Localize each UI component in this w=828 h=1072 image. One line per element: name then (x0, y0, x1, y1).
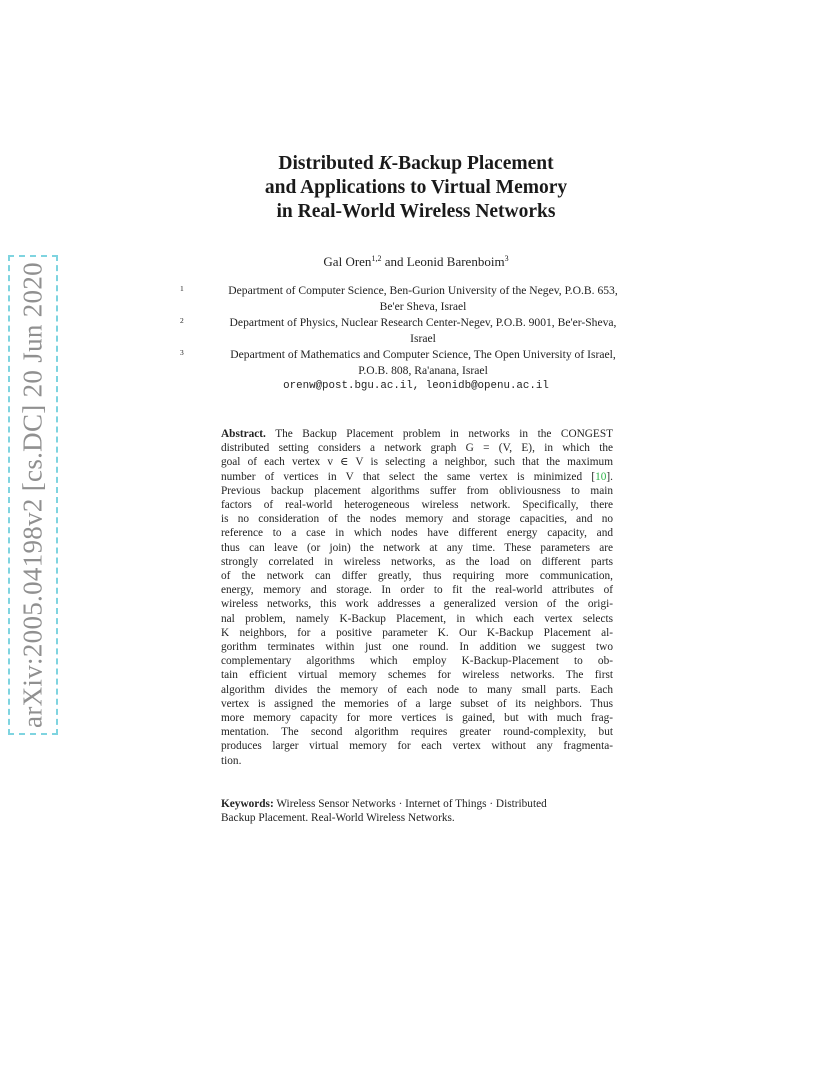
abstract (221, 427, 613, 768)
paper-title (160, 152, 672, 224)
abstract-line: thus can leave (or join) the network at any time. These parameters are (221, 541, 613, 554)
abstract-line: of the network can differ greatly, thus requiring more communication, (221, 570, 613, 583)
author-affiliation-mark: 3 (504, 254, 509, 263)
abstract-line: mentation. The second algorithm requires greater round-complexity, but (221, 726, 613, 739)
keywords-label: Keywords: (221, 798, 274, 810)
author-name: Gal Oren (323, 254, 372, 269)
abstract-line: nal problem, namely K-Backup Placement, in which each vertex selects (221, 612, 613, 625)
keywords (221, 797, 613, 825)
abstract-line: wireless networks, this work addresses a generalized version of the origi- (221, 598, 613, 611)
abstract-line: K neighbors, for a positive parameter K. Our K-Backup Placement al- (221, 626, 613, 639)
abstract-label: Abstract. (221, 428, 266, 440)
abstract-line: Previous backup placement algorithms suffer from obliviousness to main (221, 484, 613, 497)
keywords-line: Backup Placement. Real-World Wireless Networks. (221, 812, 455, 825)
abstract-line: more memory capacity for more vertices is gained, but with much frag- (221, 712, 613, 725)
arxiv-stamp (8, 255, 58, 735)
affiliations (180, 283, 652, 395)
abstract-line: algorithm divides the memory of each node to many small parts. Each (221, 683, 613, 696)
arxiv-identifier: arXiv:2005.04198v2 [cs.DC] 20 Jun 2020 (17, 262, 48, 728)
abstract-line: vertex is assigned the memories of a large subset of its neighbors. Thus (221, 697, 613, 710)
abstract-line: reference to a case in which nodes have different energy capacity, and (221, 527, 613, 540)
author-emails: orenw@post.bgu.ac.il, leonidb@openu.ac.il (283, 380, 549, 392)
abstract-line: factors of real-world heterogeneous wireless network. Specifically, there (221, 499, 613, 512)
abstract-line: produces larger virtual memory for each vertex without any fragmenta- (221, 740, 613, 753)
keywords-line: Keywords: Wireless Sensor Networks · Internet of Things · Distributed (221, 798, 547, 810)
abstract-line: strongly correlated in wireless networks, as the load on different parts (221, 555, 613, 568)
affiliation-1: 1 Department of Computer Science, Ben-Gurion University of the Negev, P.O.B. 653, Be'er Sheva, Israel (180, 284, 618, 313)
author-list: Gal Oren$^{1,2}$ and Leonid Barenboim$^3$ (323, 254, 509, 269)
abstract-line: distributed setting considers a network graph G = (V, E), in which the (221, 442, 613, 455)
abstract-line: goal of each vertex v ∈ V is selecting a neighbor, such that the maximum (221, 456, 613, 469)
abstract-line: number of vertices in V that select the same vertex is minimized [10]. (221, 470, 613, 483)
abstract-line: complementary algorithms which employ K-Backup-Placement to ob- (221, 655, 613, 668)
abstract-line: tion. (221, 754, 242, 767)
affiliation-3: 3 Department of Mathematics and Computer Science, The Open University of Israel, P.O.B. 808, Ra'anana, Israel (180, 348, 616, 377)
abstract-line: Abstract. The Backup Placement problem in networks in the CONGEST (221, 428, 614, 440)
title-line-2: and Applications to Virtual Memory (264, 177, 568, 198)
abstract-line: is no consideration of the nodes memory and storage capacities, and no (221, 513, 613, 526)
citation-link[interactable]: 10 (595, 470, 607, 483)
author-affiliation-mark: 1,2 (371, 254, 382, 263)
abstract-line: energy, memory and storage. In order to fit the real-world attributes of (221, 584, 613, 597)
title-line-3: in Real-World Wireless Networks (276, 201, 556, 222)
affiliation-2: 2 Department of Physics, Nuclear Research Center-Negev, P.O.B. 9001, Be'er-Sheva, Israel (180, 316, 617, 345)
author-name: Leonid Barenboim (406, 254, 505, 269)
abstract-line: gorithm terminates within just one round. In addition we suggest two (221, 641, 613, 654)
abstract-line: tain efficient virtual memory schemes for wireless networks. The first (221, 669, 613, 682)
title-line-1: Distributed K-Backup Placement (278, 153, 554, 174)
